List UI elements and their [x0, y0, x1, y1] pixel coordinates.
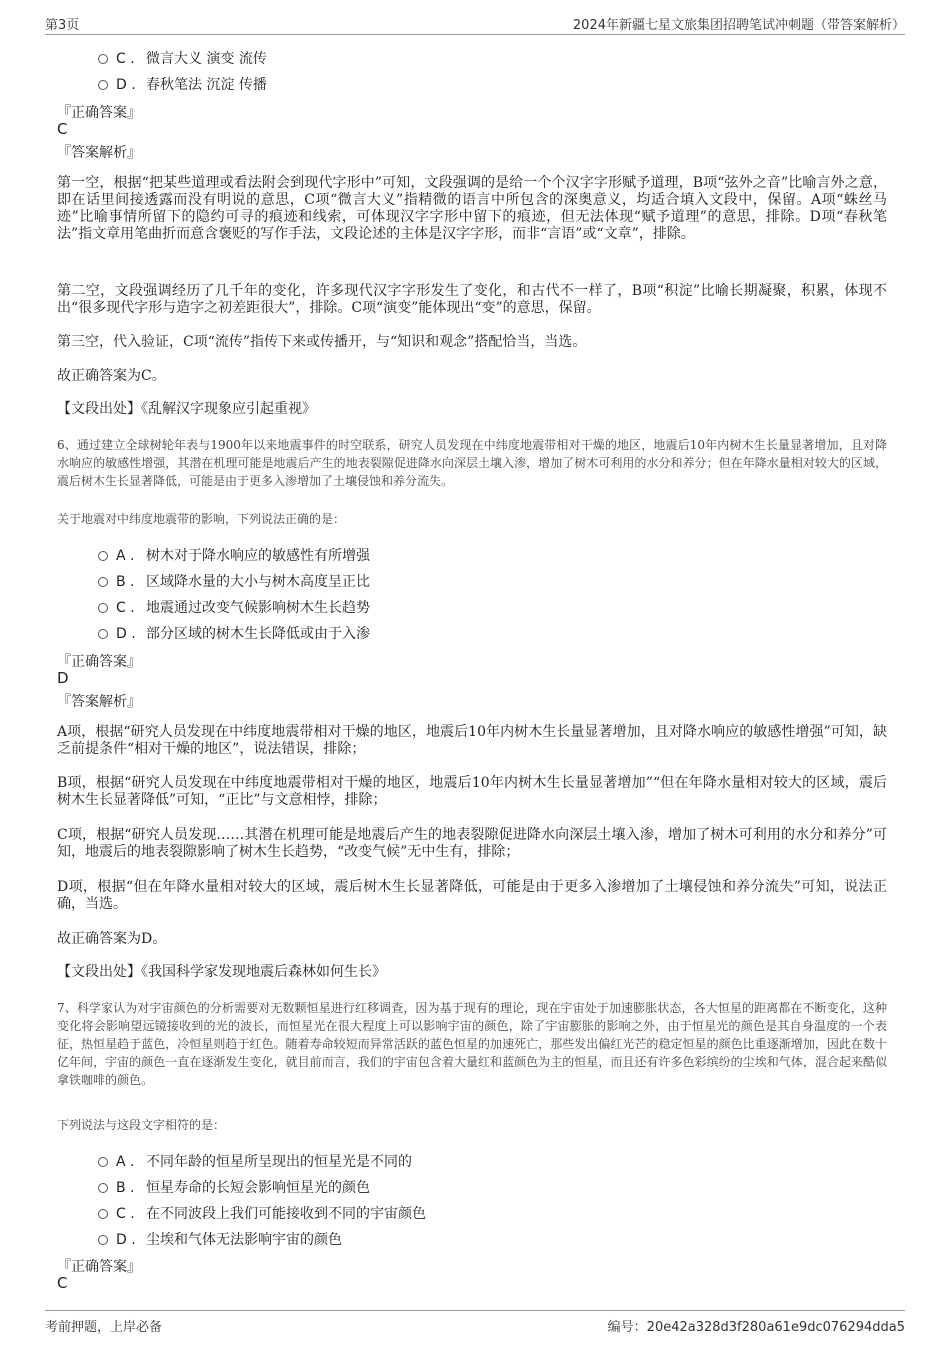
q7-option-a[interactable]: A . 不同年龄的恒星所呈现出的恒星光是不同的	[98, 1151, 412, 1171]
q7-answer-label: 『正确答案』	[57, 1259, 141, 1275]
q6-analysis-para-c: C项，根据“研究人员发现……其潜在机理可能是地震后产生的地表裂隙促进降水向深层土壤入渗，增加了树木可利用的水分和养分”可知，地震后的地表裂隙影响了树木生长趋势，“改变气候”无中生有，排除；	[57, 827, 887, 860]
q6-option-a[interactable]: A . 树木对于降水响应的敏感性有所增强	[98, 545, 370, 565]
q6-analysis-para-b: B项，根据“研究人员发现在中纬度地震带相对干燥的地区，地震后10年内树木生长量显著增加”“但在年降水量相对较大的区域，震后树木生长显著降低”可知，“正比”与文意相悖，排除；	[57, 775, 887, 808]
radio-icon[interactable]	[98, 629, 108, 639]
q5-option-d[interactable]: D . 春秋笔法 沉淀 传播	[98, 74, 267, 94]
q5-answer-label: 『正确答案』	[57, 105, 141, 121]
q6-answer: D	[57, 669, 69, 687]
q6-analysis-para-d: D项，根据“但在年降水量相对较大的区域，震后树木生长显著降低，可能是由于更多入渗增加了土壤侵蚀和养分流失”可知，说法正确，当选。	[57, 879, 887, 912]
q6-question: 关于地震对中纬度地震带的影响，下列说法正确的是：	[57, 512, 346, 526]
q5-conclusion: 故正确答案为C。	[57, 368, 166, 384]
q6-option-d[interactable]: D . 部分区域的树木生长降低或由于入渗	[98, 623, 370, 643]
q5-answer: C	[57, 120, 68, 138]
q5-analysis-para-1: 第一空，根据“把某些道理或看法附会到现代字形中”可知，文段强调的是给一个个汉字字形赋予道理，B项“弦外之音”比喻言外之意，即在话里间接透露而没有明说的意思，C项“微言大义”指精微的语言中所包含的深奥意义，均适合填入文段中，保留。A项“蛛丝马迹”比喻事情所留下的隐约可寻的痕迹和线索，可体现汉字字形中留下的痕迹，但无法体现“赋予道理”的意思，排除。D项“春秋笔法”指文章用笔曲折而意含褒贬的写作手法，文段论述的主体是汉字字形，而非“言语”或“文章”，排除。	[57, 175, 887, 242]
radio-icon[interactable]	[98, 551, 108, 561]
radio-icon[interactable]	[98, 1235, 108, 1245]
q5-analysis-label: 『答案解析』	[57, 145, 141, 161]
radio-icon[interactable]	[98, 54, 108, 64]
radio-icon[interactable]	[98, 80, 108, 90]
radio-icon[interactable]	[98, 1157, 108, 1167]
q6-conclusion: 故正确答案为D。	[57, 931, 167, 947]
q7-answer: C	[57, 1274, 68, 1292]
page-number: 第3页	[45, 18, 80, 33]
q7-option-b[interactable]: B . 恒星寿命的长短会影响恒星光的颜色	[98, 1177, 370, 1197]
q7-option-d[interactable]: D . 尘埃和气体无法影响宇宙的颜色	[98, 1229, 342, 1249]
q7-stem: 7、科学家认为对宇宙颜色的分析需要对无数颗恒星进行红移调查，因为基于现有的理论，现在宇宙处于加速膨胀状态，各大恒星的距离都在不断变化，这种变化将会影响望远镜接收到的光的波长，而恒星光在很大程度上可以影响宇宙的颜色，除了宇宙膨胀的影响之外，由于恒星光的颜色是其自身温度的一个表征，热恒星趋于蓝色，冷恒星则趋于红色。随着寿命较短而异常活跃的蓝色恒星的加速死亡，那些发出偏红光芒的稳定恒星的颜色比重逐渐增加，因此在数十亿年间，宇宙的颜色一直在逐渐发生变化，就目前而言，我们的宇宙包含着大量红和蓝颜色为主的恒星，而且还有许多色彩缤纷的尘埃和气体，混合起来酷似拿铁咖啡的颜色。	[57, 1001, 887, 1087]
page-header	[45, 14, 905, 35]
page-footer	[45, 1310, 905, 1335]
q5-source: 【文段出处】《乱解汉字现象应引起重视》	[57, 401, 316, 417]
document-id: 编号：20e42a328d3f280a61e9dc076294dda5	[607, 1320, 905, 1335]
q6-answer-label: 『正确答案』	[57, 654, 141, 670]
q6-stem: 6、通过建立全球树轮年表与1900年以来地震事件的时空联系，研究人员发现在中纬度地震带相对干燥的地区，地震后10年内树木生长量显著增加，且对降水响应的敏感性增强，其潜在机理可能是地震后产生的地表裂隙促进降水向深层土壤入渗，增加了树木可利用的水分和养分；但在年降水量相对较大的区域，震后树木生长显著降低，可能是由于更多入渗增加了土壤侵蚀和养分流失。	[57, 438, 887, 488]
q6-option-b[interactable]: B . 区域降水量的大小与树木高度呈正比	[98, 571, 370, 591]
q7-question: 下列说法与这段文字相符的是：	[57, 1118, 226, 1132]
radio-icon[interactable]	[98, 603, 108, 613]
q5-analysis-para-3: 第三空，代入验证，C项“流传”指传下来或传播开，与“知识和观念”搭配恰当，当选。	[57, 334, 587, 350]
document-title: 2024年新疆七星文旅集团招聘笔试冲刺题（带答案解析）	[572, 18, 905, 33]
radio-icon[interactable]	[98, 577, 108, 587]
q5-option-c[interactable]: C . 微言大义 演变 流传	[98, 48, 267, 68]
q6-source: 【文段出处】《我国科学家发现地震后森林如何生长》	[57, 964, 386, 980]
footer-slogan: 考前押题，上岸必备	[45, 1320, 163, 1335]
q6-analysis-para-a: A项，根据“研究人员发现在中纬度地震带相对干燥的地区，地震后10年内树木生长量显著增加，且对降水响应的敏感性增强”可知，缺乏前提条件“相对干燥的地区”，说法错误，排除；	[57, 724, 887, 757]
radio-icon[interactable]	[98, 1183, 108, 1193]
q5-analysis-para-2: 第二空，文段强调经历了几千年的变化，许多现代汉字字形发生了变化，和古代不一样了，B项“积淀”比喻长期凝聚，积累，体现不出“很多现代字形与造字之初差距很大”，排除。C项“演变”能体现出“变”的意思，保留。	[57, 283, 887, 316]
q7-option-c[interactable]: C . 在不同波段上我们可能接收到不同的宇宙颜色	[98, 1203, 426, 1223]
q6-option-c[interactable]: C . 地震通过改变气候影响树木生长趋势	[98, 597, 370, 617]
radio-icon[interactable]	[98, 1209, 108, 1219]
q6-analysis-label: 『答案解析』	[57, 694, 141, 710]
